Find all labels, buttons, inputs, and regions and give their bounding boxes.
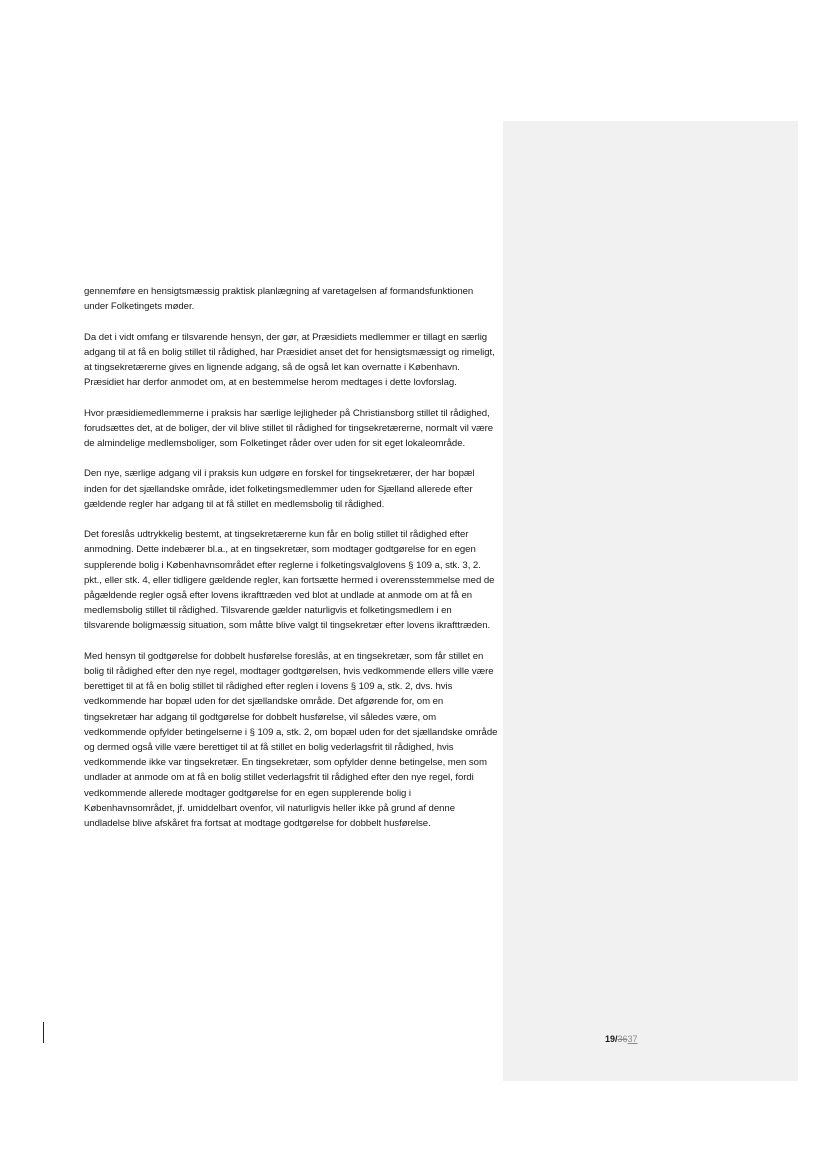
paragraph-5: Det foreslås udtrykkelig bestemt, at tingsekretærerne kun får en bolig stillet til rådighed efter anmodning. Dette indebærer bl.a., at en tingsekretær, som modtager godtgørelse for en egen supplerende bolig i Københavnsområdet efter reglerne i folketingsvalglovens § 109 a, stk. 3, 2. pkt., eller stk. 4, eller tidligere gældende regler, kan fortsætte hermed i overensstemmelse med de pågældende regler også efter lovens ikrafttræden ved blot at undlade at anmode om at få en medlemsbolig stillet til rådighed. Tilsvarende gælder naturligvis et folketingsmedlem i en tilsvarende boligmæssig situation, som måtte blive valgt til tingsekretær efter lovens ikrafttræden. xyxy=(84,529,495,632)
paragraph-3: Hvor præsidiemedlemmerne i praksis har særlige lejligheder på Christiansborg stillet til rådighed, forudsættes det, at de boliger, der vil blive stillet til rådighed for tingsekretærerne, normalt vil være de almindelige medlemsboliger, som Folketinget råder over uden for sit eget lokaleområde. xyxy=(84,407,494,449)
page-number-current: 19 xyxy=(605,1034,616,1044)
page-total-inserted: 37 xyxy=(627,1034,638,1044)
tracked-change-bar xyxy=(43,1022,44,1043)
page-number-separator: / xyxy=(615,1034,618,1044)
paragraph-2: Da det i vidt omfang er tilsvarende hensyn, der gør, at Præsidiets medlemmer er tillagt en særlig adgang til at få en bolig stillet til rådighed, har Præsidiet anset det for hensigtsmæssigt og rimeligt, at tingsekretærerne gives en lignende adgang, så de også let kan overnatte i København. Præsidiet har derfor anmodet om, at en bestemmelse herom medtages i dette lovforslag. xyxy=(84,331,495,389)
document-body xyxy=(84,284,498,846)
page-total-deleted: 36 xyxy=(617,1034,628,1044)
page-number xyxy=(605,1033,638,1045)
paragraph-6: Med hensyn til godtgørelse for dobbelt husførelse foreslås, at en tingsekretær, som får stillet en bolig til rådighed efter den nye regel, modtager godtgørelsen, hvis vedkommende ellers ville være berettiget til at få en bolig stillet til rådighed efter reglen i lovens § 109 a, stk. 2, dvs. hvis vedkommende har bopæl uden for det sjællandske område. Det afgørende for, om en tingsekretær har adgang til godtgørelse for dobbelt husførelse, vil således være, om vedkommende opfylder betingelserne i § 109 a, stk. 2, om bopæl uden for det sjællandske område og dermed også ville være berettiget til at få stillet en bolig vederlagsfrit til rådighed, hvis vedkommende ikke var tingsekretær. En tingsekretær, som opfylder denne betingelse, men som undlader at anmode om at få en bolig stillet vederlagsfrit til rådighed efter den nye regel, fordi vedkommende allerede modtager godtgørelse for en egen supplerende bolig i Københavnsområdet, jf. umiddelbart ovenfor, vil naturligvis heller ikke på grund af denne undladelse blive afskåret fra fortsat at modtage godtgørelse for dobbelt husførelse. xyxy=(84,650,498,830)
paragraph-4: Den nye, særlige adgang vil i praksis kun udgøre en forskel for tingsekretærer, der har bopæl inden for det sjællandske område, idet folketingsmedlemmer uden for Sjælland allerede efter gældende regler har adgang til at få stillet en medlemsbolig til rådighed. xyxy=(84,468,475,510)
comment-margin-pane xyxy=(503,121,798,1081)
paragraph-1: gennemføre en hensigtsmæssig praktisk planlægning af varetagelsen af formandsfunktionen under Folketingets møder. xyxy=(84,286,474,313)
